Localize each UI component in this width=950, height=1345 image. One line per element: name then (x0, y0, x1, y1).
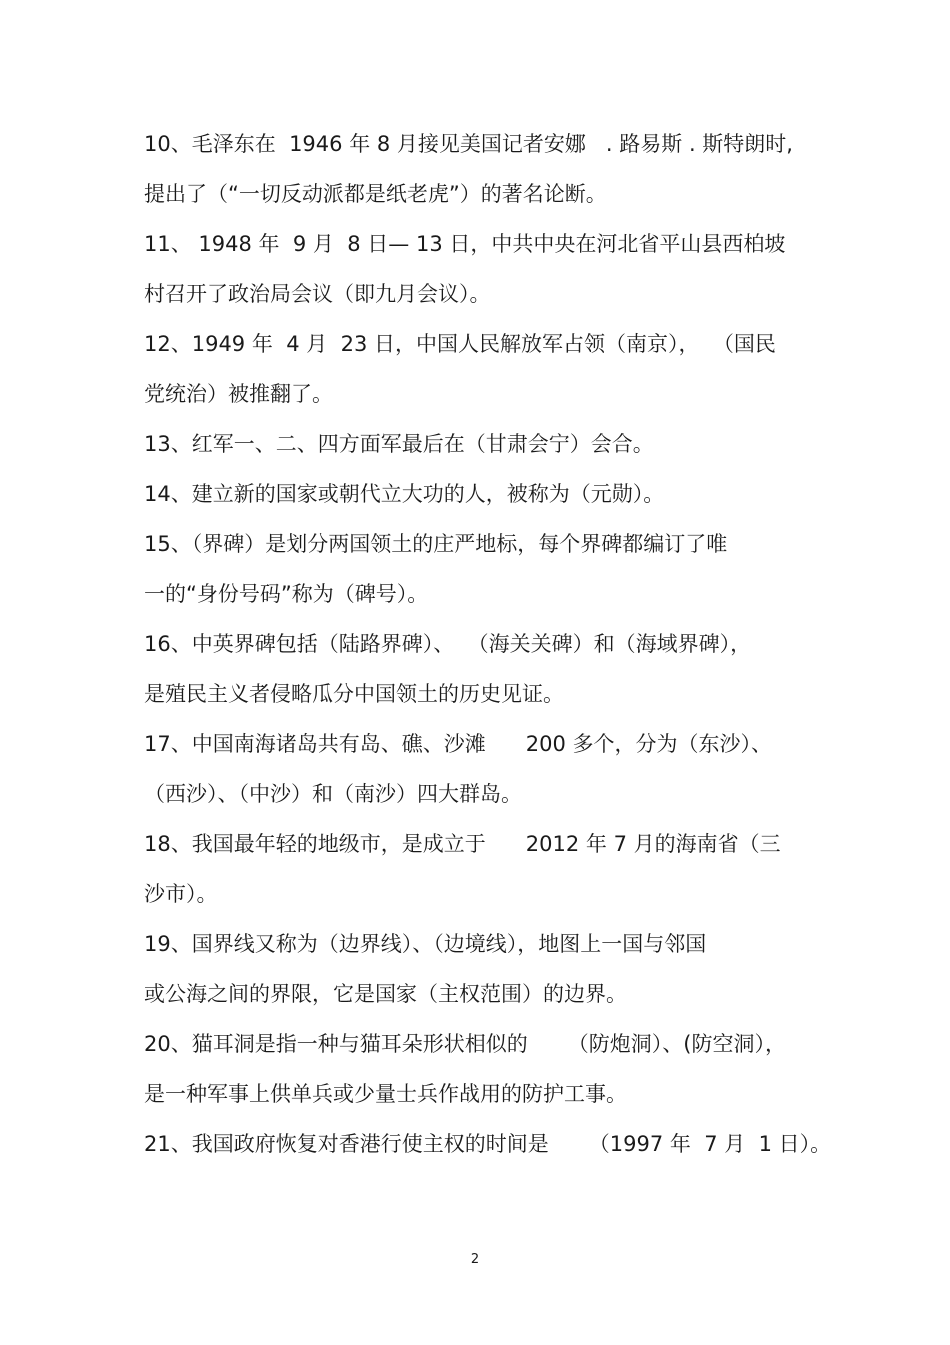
text-line: 15、（界碑）是划分两国领土的庄严地标，每个界碑都编订了唯 (144, 532, 728, 556)
text-line: 21、我国政府恢复对香港行使主权的时间是 （1997 年 7 月 1 日）。 (144, 1132, 832, 1156)
text-line: 10、毛泽东在 1946 年 8 月接见美国记者安娜 . 路易斯 . 斯特朗时, (144, 132, 793, 156)
text-line: 一的“身份号码”称为（碑号）。 (144, 582, 429, 606)
text-line: 党统治）被推翻了。 (144, 382, 333, 406)
text-line: 13、红军一、二、四方面军最后在（甘肃会宁）会合。 (144, 432, 654, 456)
text-line: 或公海之间的界限，它是国家（主权范围）的边界。 (144, 982, 627, 1006)
text-line: 12、1949 年 4 月 23 日，中国人民解放军占领（南京）， （国民 (144, 332, 776, 356)
text-line: 16、中英界碑包括（陆路界碑）、 （海关关碑）和（海域界碑）， (144, 632, 752, 656)
text-line: 是殖民主义者侵略瓜分中国领土的历史见证。 (144, 682, 564, 706)
text-line: 14、建立新的国家或朝代立大功的人，被称为（元勋）。 (144, 482, 665, 506)
text-line: 11、 1948 年 9 月 8 日— 13 日，中共中央在河北省平山县西柏坡 (144, 232, 786, 256)
text-line: 沙市）。 (144, 882, 218, 906)
text-line: 20、猫耳洞是指一种与猫耳朵形状相似的 （防炮洞）、(防空洞）， (144, 1032, 786, 1056)
document-body (144, 124, 834, 1174)
text-line: 提出了（“一切反动派都是纸老虎”）的著名论断。 (144, 182, 607, 206)
text-line: 19、国界线又称为（边界线）、（边境线），地图上一国与邻国 (144, 932, 707, 956)
text-line: 是一种军事上供单兵或少量士兵作战用的防护工事。 (144, 1082, 627, 1106)
text-line: （西沙）、（中沙）和（南沙）四大群岛。 (144, 782, 522, 806)
text-line: 17、中国南海诸岛共有岛、礁、沙滩 200 多个，分为（东沙）、 (144, 732, 773, 756)
page-number: 2 (470, 1252, 480, 1267)
text-line: 村召开了政治局会议（即九月会议）。 (144, 282, 491, 306)
text-line: 18、我国最年轻的地级市，是成立于 2012 年 7 月的海南省（三 (144, 832, 781, 856)
